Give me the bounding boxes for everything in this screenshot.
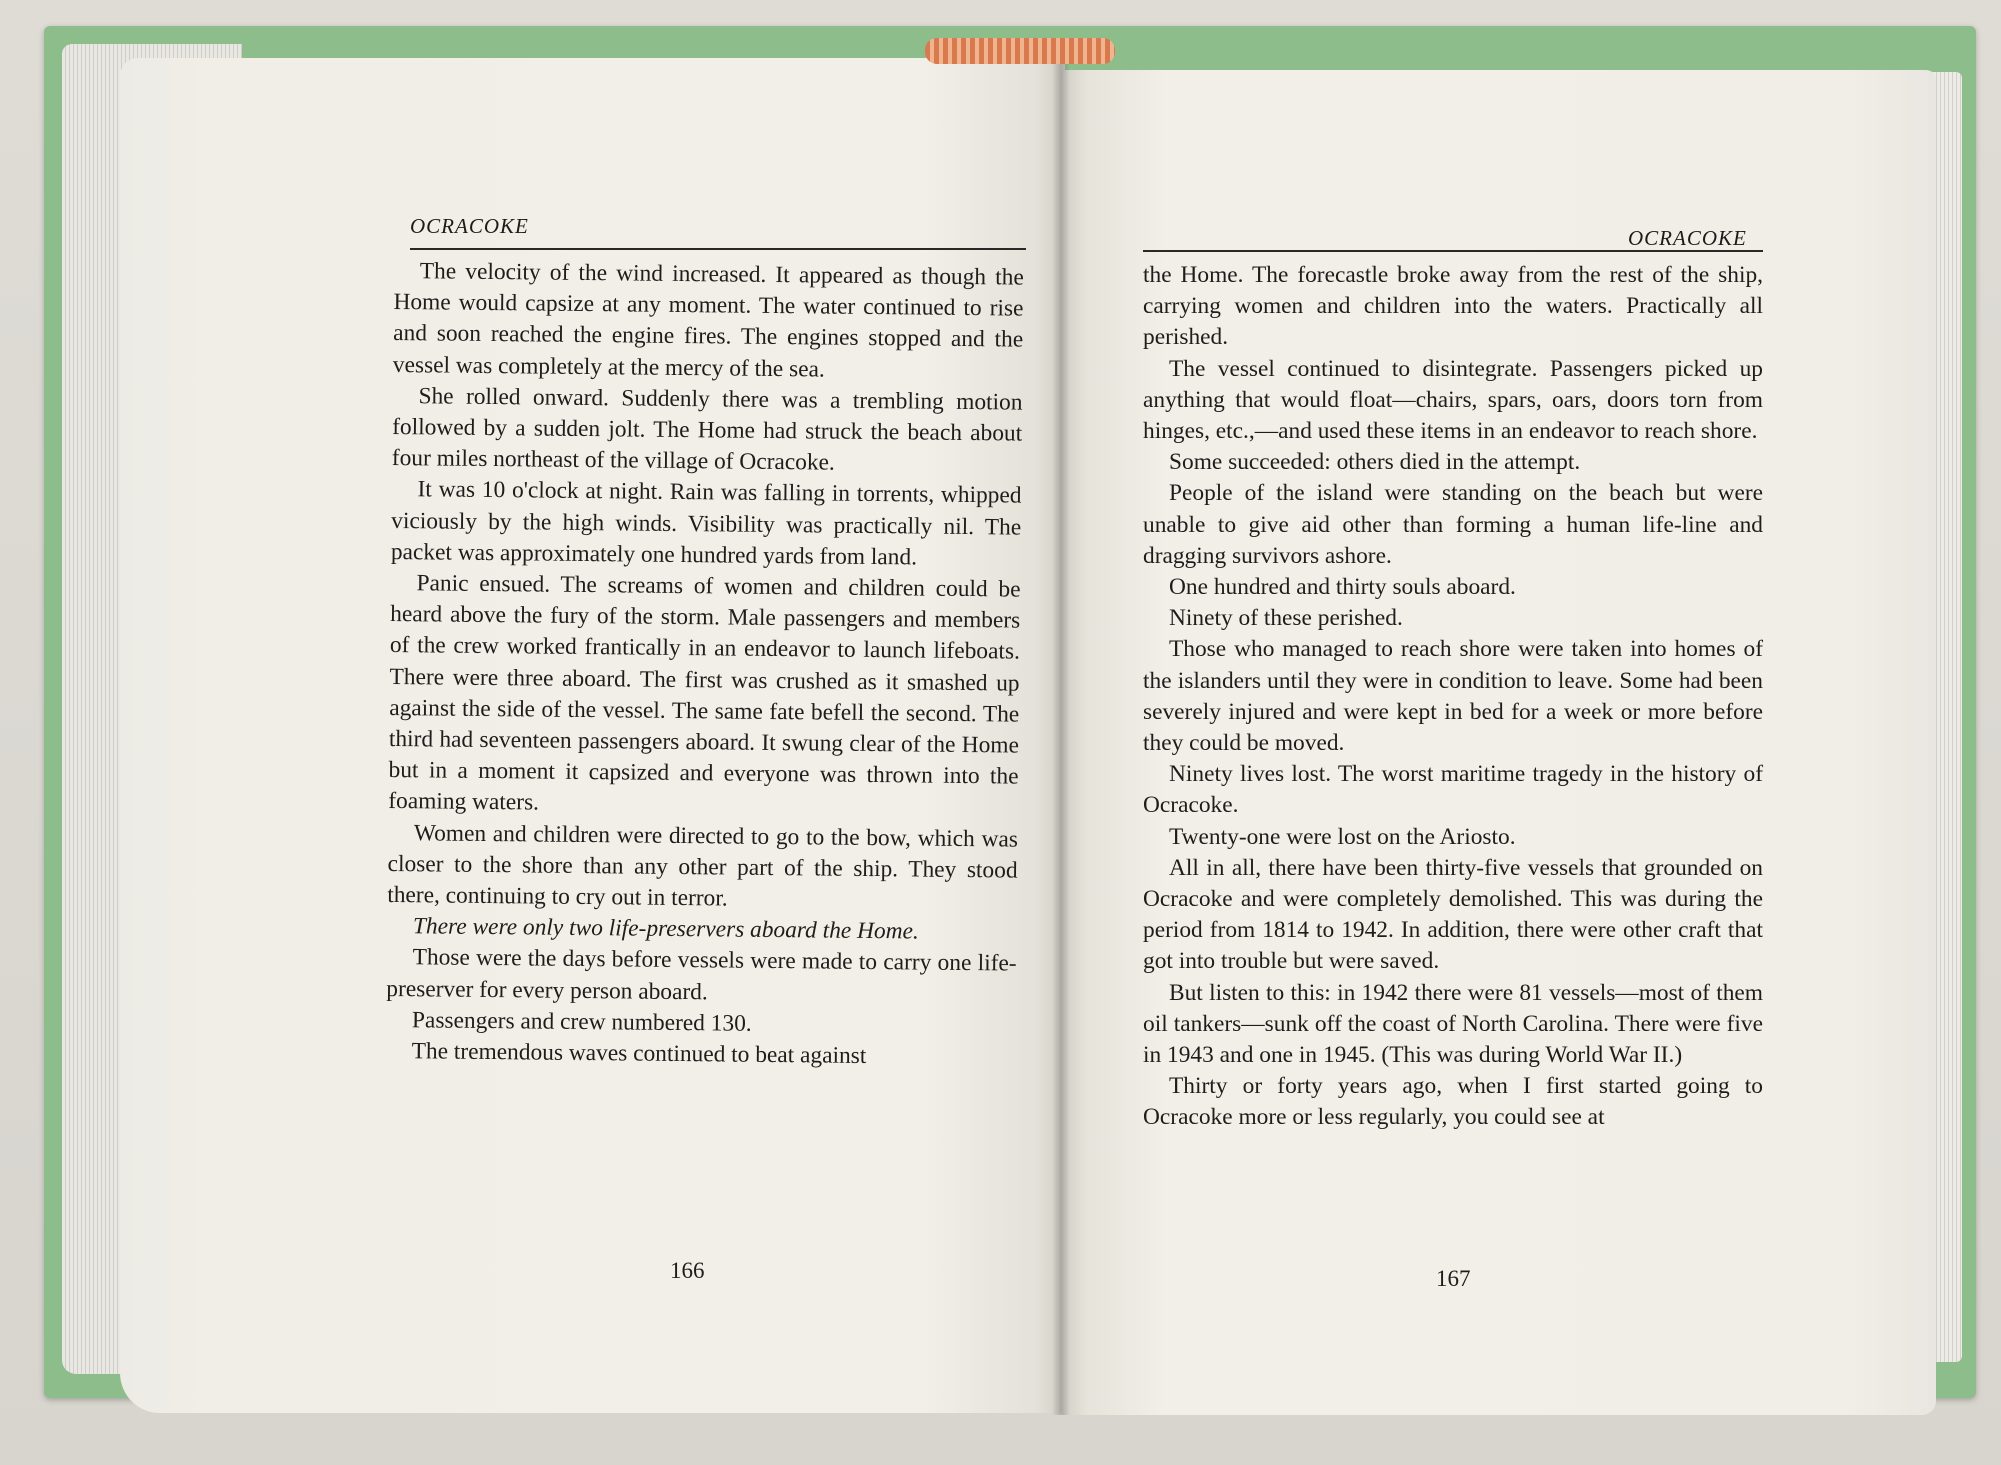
- paragraph: There were only two life-preservers aboard the Home.: [412, 913, 919, 945]
- headband: [925, 38, 1115, 64]
- paragraph: The velocity of the wind increased. It appeared as though the Home would capsize at any moment. The water continued to rise and soon reached the engine fires. The engines stopped and the vessel was completely at the mercy of the sea.: [392, 258, 1024, 383]
- right-page-text: [1143, 260, 1763, 1134]
- paragraph: People of the island were standing on the beach but were unable to give aid other than forming a human life-line and dragging survivors ashore.: [1143, 480, 1763, 569]
- left-header-rule: [410, 248, 1026, 250]
- paragraph: But listen to this: in 1942 there were 81 vessels—most of them oil tankers—sunk off the coast of North Carolina. There were five in 1943 and one in 1945. (This was during World War II.): [1143, 979, 1763, 1069]
- paragraph: Women and children were directed to go to the bow, which was closer to the shore than any other part of the ship. They stood there, continuing to cry out in terror.: [387, 819, 1019, 912]
- paragraph: All in all, there have been thirty-five vessels that grounded on Ocracoke and were completely demolished. This was during the period from 1814 to 1942. In addition, there were other craft that got into trouble but were saved.: [1143, 854, 1763, 975]
- right-header-rule: [1143, 250, 1763, 252]
- spine-gutter: [1052, 60, 1070, 1415]
- paragraph: Passengers and crew numbered 130.: [411, 1007, 752, 1037]
- paragraph: Ninety of these perished.: [1169, 605, 1403, 632]
- paragraph: Some succeeded: others died in the attempt.: [1169, 449, 1581, 476]
- right-running-head: OCRACOKE: [1628, 226, 1747, 250]
- left-page-number: 166: [670, 1258, 705, 1283]
- paragraph: Those who managed to reach shore were taken into homes of the islanders until they were in condition to leave. Some had been severely injured and were kept in bed for a week or more before they could be moved.: [1143, 636, 1763, 757]
- paragraph: Panic ensued. The screams of women and children could be heard above the fury of the storm. Male passengers and members of the crew worked frantically in an endeavor to launch lifeboats. There were three aboard. The first was crushed as it smashed up against the side of the vessel. The same fate befell the second. The third had seventeen passengers aboard. It swung clear of the Home but in a moment it capsized and everyone was thrown into the foaming waters.: [388, 570, 1021, 817]
- left-running-head: OCRACOKE: [410, 214, 529, 238]
- paragraph: One hundred and thirty souls aboard.: [1169, 574, 1516, 601]
- right-page-number: 167: [1436, 1266, 1471, 1291]
- paragraph: Twenty-one were lost on the Ariosto.: [1169, 823, 1516, 850]
- paragraph: She rolled onward. Suddenly there was a trembling motion followed by a sudden jolt. The Home had struck the beach about four miles northeast of the village of Ocracoke.: [391, 383, 1023, 476]
- paragraph: Thirty or forty years ago, when I first started going to Ocracoke more or less regularly, you could see at: [1143, 1073, 1763, 1131]
- paragraph: The tremendous waves continued to beat against: [411, 1038, 867, 1070]
- left-page-text: [386, 256, 1024, 1074]
- paragraph: the Home. The forecastle broke away from the rest of the ship, carrying women and children into the waters. Practically all perished.: [1143, 262, 1763, 351]
- paragraph: Ninety lives lost. The worst maritime tragedy in the history of Ocracoke.: [1143, 761, 1763, 819]
- paragraph: The vessel continued to disintegrate. Passengers picked up anything that would float—chairs, spars, oars, doors torn from hinges, etc.,—and used these items in an endeavor to reach shore.: [1143, 355, 1763, 445]
- paragraph: Those were the days before vessels were made to carry one life-preserver for every person aboard.: [386, 944, 1017, 1005]
- paragraph: It was 10 o'clock at night. Rain was falling in torrents, whipped viciously by the high winds. Visibility was practically nil. The packet was approximately one hundred yards from land.: [390, 476, 1022, 571]
